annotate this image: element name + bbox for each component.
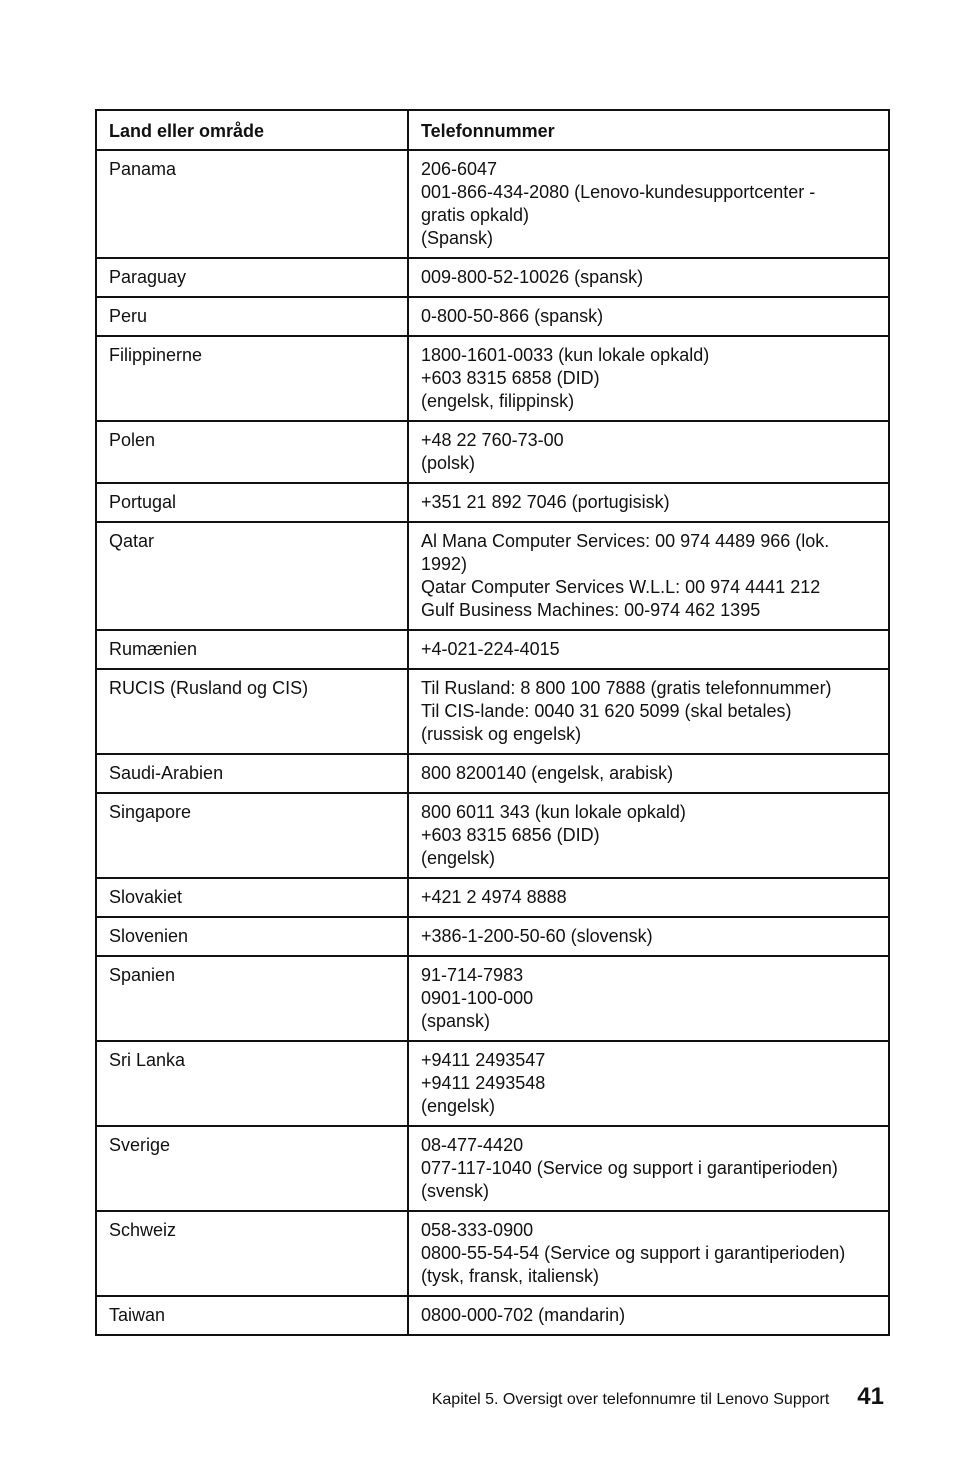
- country-cell: Slovakiet: [96, 878, 408, 917]
- page-footer: [432, 1383, 884, 1411]
- country-cell: Schweiz: [96, 1211, 408, 1296]
- phone-line: (spansk): [421, 1011, 491, 1031]
- table-row: [96, 630, 889, 669]
- table-row: [96, 483, 889, 522]
- phone-cell: [408, 421, 889, 483]
- country-cell: Panama: [96, 150, 408, 258]
- phone-line: 077-117-1040 (Service og support i garantiperioden): [421, 1158, 838, 1178]
- phone-line: Qatar Computer Services W.L.L: 00 974 4441 212: [421, 577, 821, 597]
- phone-cell: [408, 522, 889, 630]
- country-cell: Rumænien: [96, 630, 408, 669]
- phone-line: 0901-100-000: [421, 988, 534, 1008]
- phone-line: (engelsk): [421, 1096, 496, 1116]
- country-cell: Saudi-Arabien: [96, 754, 408, 793]
- phone-line: (engelsk): [421, 848, 496, 868]
- phone-line: +48 22 760-73-00: [421, 430, 564, 450]
- phone-line: +9411 2493547: [421, 1050, 546, 1070]
- phone-cell: [408, 917, 889, 956]
- table-row: [96, 754, 889, 793]
- country-cell: RUCIS (Rusland og CIS): [96, 669, 408, 754]
- chapter-title: Kapitel 5. Oversigt over telefonnumre til Lenovo Support: [431, 1391, 830, 1408]
- column-header-country: Land eller område: [96, 110, 408, 150]
- table-row: [96, 1126, 889, 1211]
- country-cell: Filippinerne: [96, 336, 408, 421]
- phone-line: 058-333-0900: [421, 1220, 534, 1240]
- phone-line: +386-1-200-50-60 (slovensk): [421, 926, 653, 946]
- phone-cell: [408, 1126, 889, 1211]
- phone-line: 08-477-4420: [421, 1135, 524, 1155]
- table-row: [96, 421, 889, 483]
- phone-line: 0800-000-702 (mandarin): [421, 1305, 626, 1325]
- phone-line: (Spansk): [421, 228, 494, 248]
- table-body: [96, 150, 889, 1335]
- phone-line: (tysk, fransk, italiensk): [421, 1266, 600, 1286]
- phone-line: (polsk): [421, 453, 476, 473]
- phone-cell: [408, 258, 889, 297]
- phone-cell: [408, 1211, 889, 1296]
- country-cell: Spanien: [96, 956, 408, 1041]
- phone-line: 800 6011 343 (kun lokale opkald): [421, 802, 686, 822]
- table-row: [96, 793, 889, 878]
- phone-line: 0800-55-54-54 (Service og support i garantiperioden): [421, 1243, 846, 1263]
- country-cell: Slovenien: [96, 917, 408, 956]
- phone-line: +603 8315 6858 (DID): [421, 368, 600, 388]
- phone-line: Gulf Business Machines: 00-974 462 1395: [421, 600, 761, 620]
- phone-line: (engelsk, filippinsk): [421, 391, 575, 411]
- phone-line: 800 8200140 (engelsk, arabisk): [421, 763, 674, 783]
- country-cell: Taiwan: [96, 1296, 408, 1335]
- phone-line: Til CIS-lande: 0040 31 620 5099 (skal betales): [421, 701, 792, 721]
- page-number: 41: [857, 1383, 884, 1410]
- table-row: [96, 522, 889, 630]
- phone-line: 91-714-7983: [421, 965, 524, 985]
- table-row: [96, 336, 889, 421]
- column-header-phone: Telefonnummer: [408, 110, 889, 150]
- country-cell: Sverige: [96, 1126, 408, 1211]
- table-row: [96, 917, 889, 956]
- phone-line: +9411 2493548: [421, 1073, 546, 1093]
- country-cell: Polen: [96, 421, 408, 483]
- phone-line: 206-6047: [421, 159, 498, 179]
- phone-cell: [408, 956, 889, 1041]
- phone-line: 1800-1601-0033 (kun lokale opkald): [421, 345, 710, 365]
- phone-cell: [408, 1296, 889, 1335]
- table-row: [96, 1041, 889, 1126]
- phone-cell: [408, 483, 889, 522]
- phone-support-table: [95, 109, 890, 1336]
- phone-cell: [408, 630, 889, 669]
- phone-line: 0-800-50-866 (spansk): [421, 306, 604, 326]
- phone-line: (russisk og engelsk): [421, 724, 582, 744]
- country-cell: Qatar: [96, 522, 408, 630]
- phone-line: 001-866-434-2080 (Lenovo-kundesupportcenter -: [421, 182, 816, 202]
- phone-line: 009-800-52-10026 (spansk): [421, 267, 644, 287]
- phone-cell: [408, 793, 889, 878]
- phone-line: +351 21 892 7046 (portugisisk): [421, 492, 670, 512]
- country-cell: Portugal: [96, 483, 408, 522]
- table-row: [96, 878, 889, 917]
- phone-line: (svensk): [421, 1181, 490, 1201]
- phone-line: +603 8315 6856 (DID): [421, 825, 600, 845]
- phone-cell: [408, 150, 889, 258]
- table-row: [96, 297, 889, 336]
- country-cell: Peru: [96, 297, 408, 336]
- phone-cell: [408, 336, 889, 421]
- table-row: [96, 669, 889, 754]
- table-header-row: [96, 110, 889, 150]
- phone-cell: [408, 669, 889, 754]
- table-row: [96, 150, 889, 258]
- phone-line: Til Rusland: 8 800 100 7888 (gratis telefonnummer): [421, 678, 832, 698]
- table-row: [96, 1296, 889, 1335]
- phone-line: +4-021-224-4015: [421, 639, 560, 659]
- country-cell: Sri Lanka: [96, 1041, 408, 1126]
- phone-cell: [408, 1041, 889, 1126]
- phone-line: +421 2 4974 8888: [421, 887, 567, 907]
- phone-cell: [408, 297, 889, 336]
- table-row: [96, 956, 889, 1041]
- phone-cell: [408, 878, 889, 917]
- phone-cell: [408, 754, 889, 793]
- phone-line: Al Mana Computer Services: 00 974 4489 966 (lok.: [421, 531, 830, 551]
- country-cell: Paraguay: [96, 258, 408, 297]
- country-cell: Singapore: [96, 793, 408, 878]
- table-row: [96, 258, 889, 297]
- table-row: [96, 1211, 889, 1296]
- phone-line: 1992): [421, 554, 468, 574]
- phone-line: gratis opkald): [421, 205, 530, 225]
